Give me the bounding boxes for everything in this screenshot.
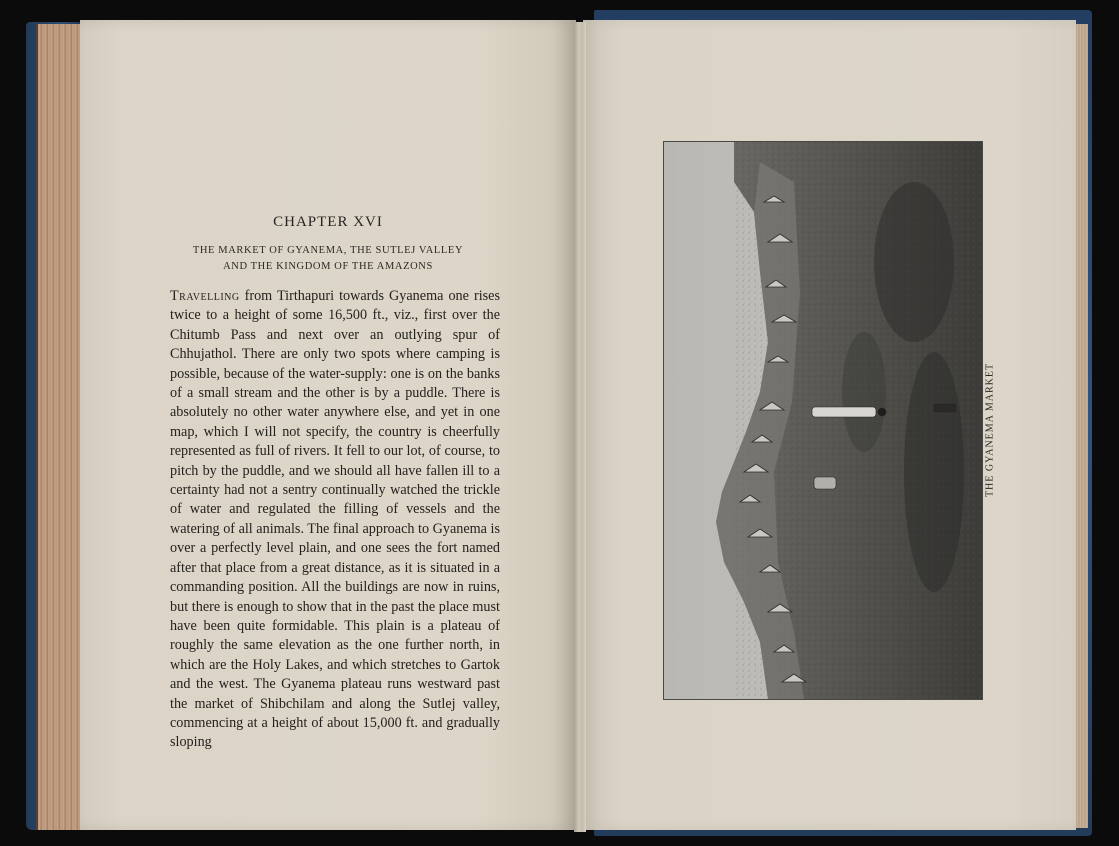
photograph-plate <box>664 142 982 699</box>
gyanema-market-photograph <box>664 142 982 699</box>
right-page-edges <box>1076 24 1088 828</box>
plate-caption-text: THE GYANEMA MARKET <box>984 362 996 498</box>
body-text: from Tirthapuri towards Gyanema one rises twice to a height of some 16,500 ft., viz., first over the Chitumb Pass and next over an outlying spur of Chhujathol. There are only two spots where camping is possible, because of the water-supply: one is on the banks of a small stream and the other is by a puddle. There is absolutely no other water anywhere else, and yet in one map, which I will not specify, the country is cheerfully represented as full of rivers. It fell to our lot, of course, to pitch by the puddle, and we should all have fallen ill to a certainty had not a sentry continually watched the trickle of water and regulated the filling of vessels and the watering of all animals. The final approach to Gyanema is over a perfectly level plain, and one sees the fort named after that place from a great distance, as it is situated in a commanding position. All the buildings are now in ruins, but there is enough to show that in the past the place must have been quite formidable. This plain is a plateau of roughly the same elevation as the one further north, in which are the Holy Lakes, and which stretches to Gartok and the west. The Gyanema plateau runs westward past the market of Shibchilam and along the Sutlej valley, commencing at a height of about 15,000 ft. and gradually sloping <box>170 288 500 751</box>
chapter-subtitle-line-2: AND THE KINGDOM OF THE AMAZONS <box>223 261 433 272</box>
lead-word: Travelling <box>170 288 240 304</box>
chapter-subtitle-line-1: THE MARKET OF GYANEMA, THE SUTLEJ VALLEY <box>192 245 464 256</box>
chapter-body-paragraph <box>170 287 500 753</box>
left-page-edges <box>36 24 84 830</box>
chapter-heading: CHAPTER XVI <box>273 214 383 230</box>
chapter-subtitle <box>120 243 536 275</box>
book-gutter <box>574 22 586 832</box>
